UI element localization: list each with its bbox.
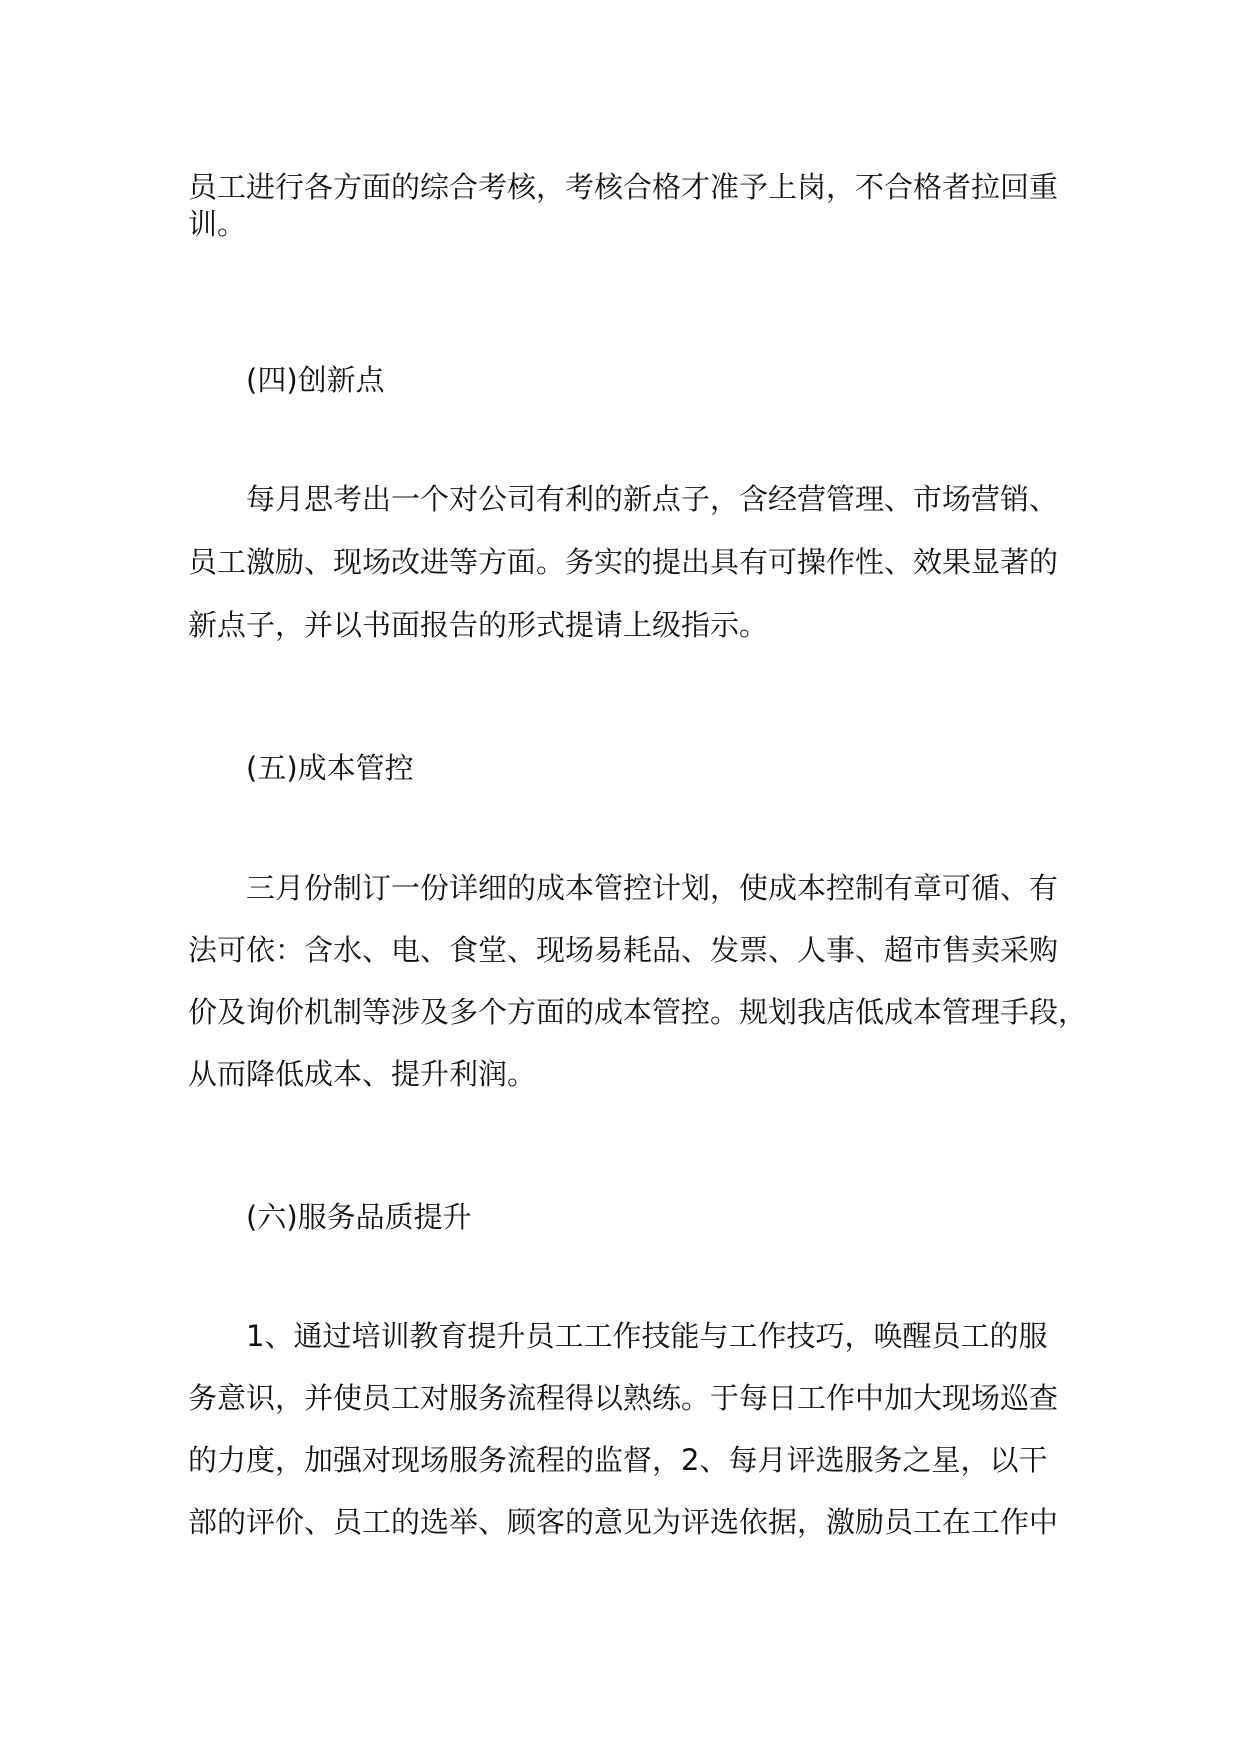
paragraph-line: 法可依：含水、电、食堂、现场易耗品、发票、人事、超市售卖采购 [188, 933, 1059, 967]
section-heading-service-quality: (六)服务品质提升 [246, 1200, 472, 1234]
paragraph-line: 三月份制订一份详细的成本管控计划，使成本控制有章可循、有 [246, 871, 1059, 905]
paragraph-line: 新点子，并以书面报告的形式提请上级指示。 [188, 608, 769, 642]
paragraph-line: 训。 [188, 207, 247, 241]
section-heading-innovation: (四)创新点 [246, 363, 385, 397]
paragraph-line: 1、通过培训教育提升员工工作技能与工作技巧，唤醒员工的服 [246, 1319, 1048, 1353]
paragraph-line: 部的评价、员工的选举、顾客的意见为评选依据，激励员工在工作中 [188, 1505, 1059, 1539]
paragraph-line: 的力度，加强对现场服务流程的监督，2、每月评选服务之星，以干 [188, 1443, 1048, 1477]
paragraph-line: 价及询价机制等涉及多个方面的成本管控。规划我店低成本管理手段， [188, 995, 1088, 1029]
paragraph-line: 员工进行各方面的综合考核，考核合格才准予上岗，不合格者拉回重 [188, 170, 1059, 204]
section-heading-cost-control: (五)成本管控 [246, 751, 414, 785]
paragraph-line: 务意识，并使员工对服务流程得以熟练。于每日工作中加大现场巡查 [188, 1381, 1059, 1415]
paragraph-line: 每月思考出一个对公司有利的新点子，含经营管理、市场营销、 [246, 482, 1059, 516]
paragraph-line: 员工激励、现场改进等方面。务实的提出具有可操作性、效果显著的 [188, 545, 1059, 579]
paragraph-line: 从而降低成本、提升利润。 [188, 1057, 537, 1091]
